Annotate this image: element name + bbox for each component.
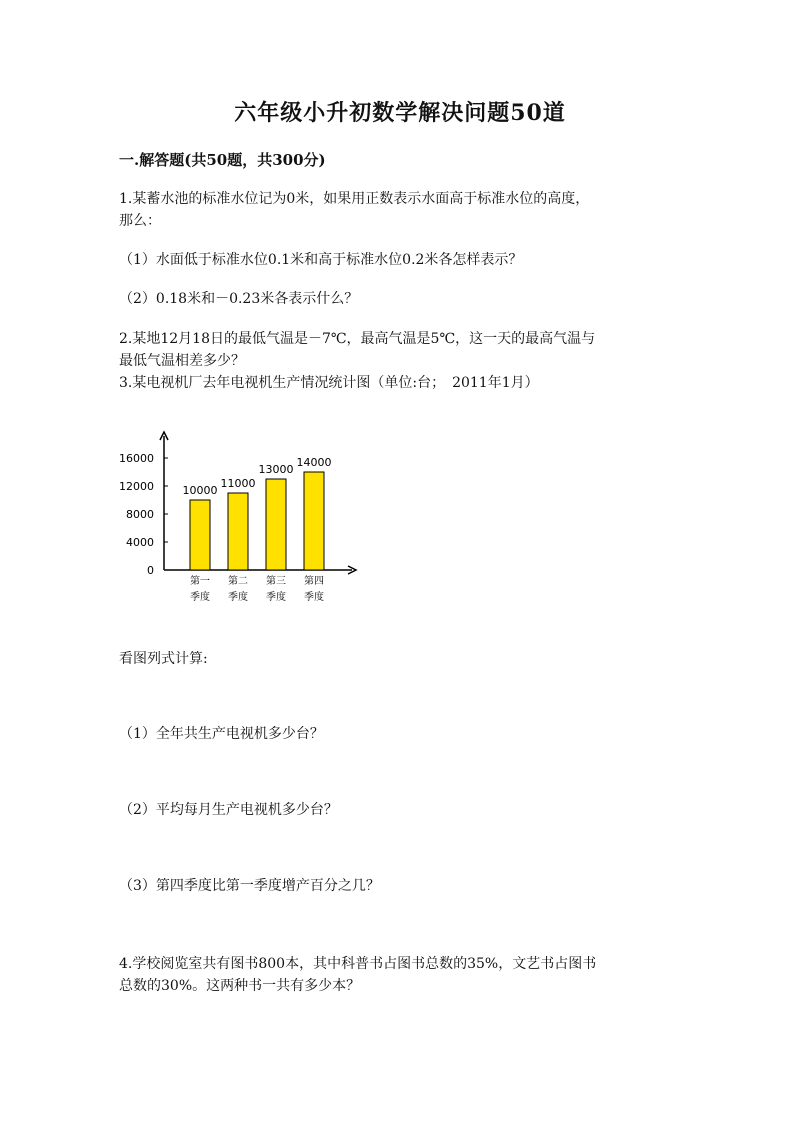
y-tick-label: 0 — [147, 564, 154, 577]
x-tick-label: 季度 — [190, 592, 210, 603]
bar — [190, 500, 210, 570]
bar — [228, 493, 248, 570]
data-label: 14000 — [296, 456, 332, 469]
data-label: 11000 — [220, 477, 256, 490]
q3-stem: 3.某电视机厂去年电视机生产情况统计图（单位:台； 2011年1月） — [119, 375, 539, 391]
bar — [304, 472, 324, 570]
bar — [266, 479, 286, 570]
q3-sub3: （3）第四季度比第一季度增产百分之几？ — [119, 878, 380, 894]
q1-sub1: （1）水面低于标准水位0.1米和高于标准水位0.2米各怎样表示？ — [119, 252, 523, 268]
page-title: 六年级小升初数学解决问题50道 — [234, 100, 566, 126]
x-tick-label: 季度 — [228, 592, 248, 603]
q1-stem-line1: 1.某蓄水池的标准水位记为0米，如果用正数表示水面高于标准水位的高度， — [119, 191, 590, 207]
x-tick-label: 第二 — [228, 576, 248, 587]
x-tick-label: 季度 — [266, 592, 286, 603]
x-tick-label: 第三 — [266, 576, 286, 587]
data-label: 13000 — [258, 463, 294, 476]
y-tick-label: 12000 — [119, 480, 154, 493]
x-tick-label: 第四 — [304, 576, 324, 587]
q3-instruction: 看图列式计算: — [119, 651, 208, 667]
q1-stem-line2: 那么： — [119, 213, 161, 229]
bar-chart — [110, 418, 380, 618]
section-heading: 一.解答题(共50题，共300分) — [119, 151, 326, 169]
q4-stem-line1: 4.学校阅览室共有图书800本，其中科普书占图书总数的35%，文艺书占图书 — [119, 956, 597, 972]
q2-stem-line2: 最低气温相差多少？ — [119, 353, 245, 369]
y-tick-label: 4000 — [126, 536, 154, 549]
q3-sub2: （2）平均每月生产电视机多少台？ — [119, 802, 338, 818]
y-tick-label: 8000 — [126, 508, 154, 521]
x-tick-label: 季度 — [304, 592, 324, 603]
q4-stem-line2: 总数的30%。这两种书一共有多少本？ — [119, 978, 361, 994]
x-tick-label: 第一 — [190, 576, 210, 587]
q3-sub1: （1）全年共生产电视机多少台？ — [119, 726, 324, 742]
q1-sub2: （2）0.18米和－0.23米各表示什么？ — [119, 291, 359, 307]
q2-stem-line1: 2.某地12月18日的最低气温是－7℃，最高气温是5℃，这一天的最高气温与 — [119, 331, 596, 347]
y-tick-label: 16000 — [119, 452, 154, 465]
data-label: 10000 — [182, 484, 218, 497]
